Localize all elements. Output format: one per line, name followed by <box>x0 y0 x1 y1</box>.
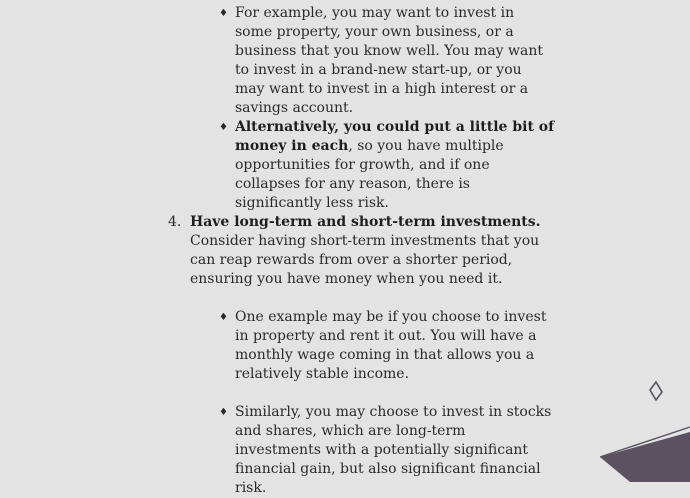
small-diamond-shape <box>650 382 662 400</box>
step-text: Consider having short-term investments that you can reap rewards from over a shorter period, ensuring you have money when you need it. <box>190 233 540 287</box>
diamond-bullet-icon: ♦ <box>219 312 228 323</box>
step-number: 4. <box>168 214 182 230</box>
paper-plane-illustration-icon <box>590 372 690 482</box>
list-item-stocks-shares <box>219 403 555 498</box>
plane-wing-shape <box>600 432 690 482</box>
diamond-bullet-icon: ♦ <box>219 122 228 133</box>
diamond-bullet-icon: ♦ <box>219 8 228 19</box>
list-item-text: Similarly, you may choose to invest in stocks and shares, which are long-term investments with a potentially significant financial gain, but also significant financial risk. <box>235 404 552 496</box>
step-heading: Have long-term and short-term investments. <box>190 214 541 230</box>
list-item-text: One example may be if you choose to invest in property and rent it out. You will have a monthly wage coming in that allows you a relatively stable income. <box>235 309 547 382</box>
list-item-bold-lead: Alternatively, you could put a little bit of money in each <box>235 119 555 154</box>
list-item-diversify <box>219 118 555 213</box>
list-item-invest-options <box>219 4 555 118</box>
list-item-property-rent <box>219 308 555 384</box>
numbered-step-4 <box>168 213 550 289</box>
list-item-text: , so you have multiple opportunities for growth, and if one collapses for any reason, there is significantly less risk. <box>235 138 504 211</box>
list-item-text: For example, you may want to invest in some property, your own business, or a business that you know well. You may want to invest in a brand-new start-up, or you may want to invest in a high interest or a savings account. <box>235 5 543 116</box>
diamond-bullet-icon: ♦ <box>219 407 228 418</box>
